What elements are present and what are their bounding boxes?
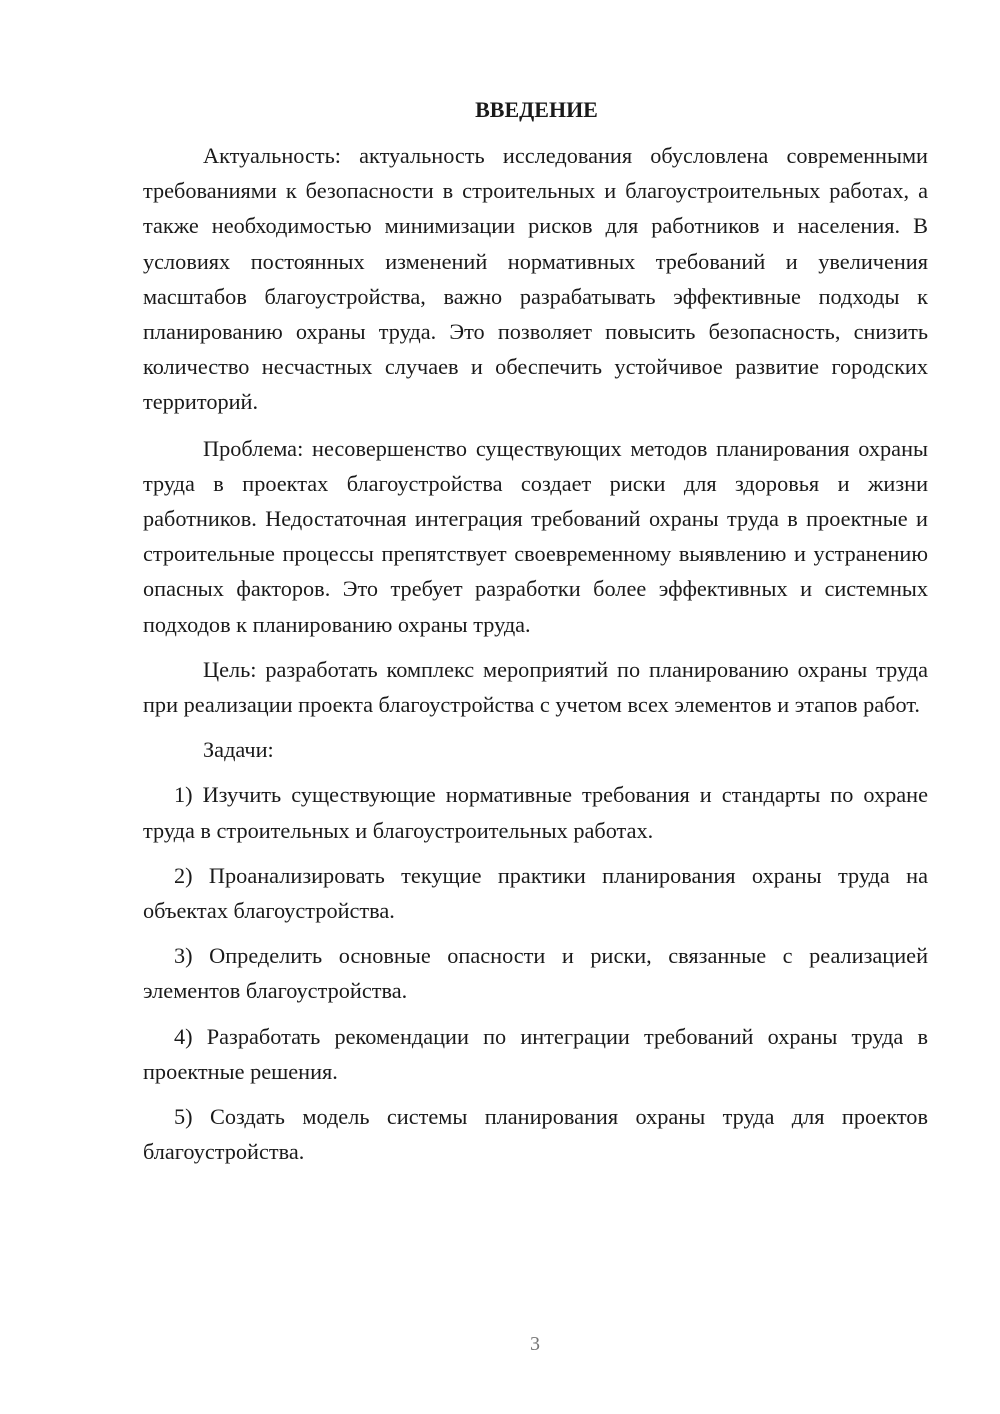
tasks-list	[143, 777, 928, 1169]
task-item: 5) Создать модель системы планирования охраны труда для проектов благоустройства.	[143, 1104, 928, 1165]
tasks-heading: Задачи:	[203, 737, 274, 763]
section-heading: ВВЕДЕНИЕ	[475, 97, 598, 122]
task-item: 4) Разработать рекомендации по интеграции требований охраны труда в проектные решения.	[143, 1023, 928, 1084]
task-item: 3) Определить основные опасности и риски, связанные с реализацией элементов благоустройства.	[143, 943, 928, 1004]
page-number: 3	[530, 1333, 540, 1355]
task-item: 2) Проанализировать текущие практики планирования охраны труда на объектах благоустройства.	[143, 862, 928, 924]
goal-paragraph: Цель: разработать комплекс мероприятий по планированию охраны труда при реализации проекта благоустройства с учетом всех элементов и этапов работ.	[143, 656, 928, 718]
relevance-paragraph: Актуальность: актуальность исследования обусловлена современными требованиями к безопасности в строительных и благоустроительных работах, а также необходимостью минимизации рисков для работников и населения. В условиях постоянных изменений нормативных требований и увеличения масштабов благоустройства, важно разрабатывать эффективные подходы к планированию охраны труда. Это позволяет повысить безопасность, снизить количество несчастных случаев и обеспечить устойчивое развитие городских территорий.	[143, 143, 928, 415]
problem-paragraph: Проблема: несовершенство существующих методов планирования охраны труда в проектах благоустройства создает риски для здоровья и жизни работников. Недостаточная интеграция требований охраны труда в проектные и строительные процессы препятствует своевременному выявлению и устранению опасных факторов. Это требует разработки более эффективных и системных подходов к планированию охраны труда.	[143, 435, 928, 637]
task-item: 1) Изучить существующие нормативные требования и стандарты по охране труда в строительных и благоустроительных работах.	[143, 782, 928, 843]
page-content	[143, 95, 928, 1169]
